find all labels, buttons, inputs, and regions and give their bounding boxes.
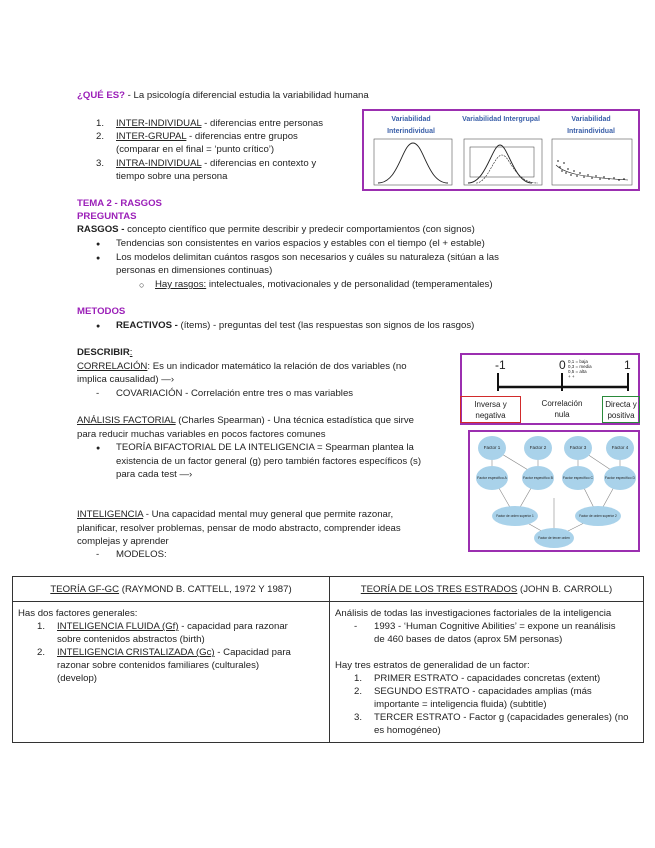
cell-dash: - 1993 - ‘Human Cognitive Abilities’ = expone un reanálisis [354, 621, 616, 632]
item-number: 1. [354, 673, 363, 684]
cell-item-2-cont: importante = inteligencia fluida) (subtitle) [374, 699, 547, 710]
intro-item-2-cont: (comparar en el final = ‘punto crítico’) [116, 144, 275, 155]
factor-node: Factor de orden superior 2 [575, 506, 621, 526]
modelos-line: - MODELOS: [96, 549, 167, 560]
reactivos-text: (ítems) - preguntas del test (las respuestas son signos de los rasgos) [177, 320, 475, 331]
bifactorial-line-2: existencia de un factor general (g) pero también factores específicos (s) [116, 456, 422, 467]
correlation-scale-figure [460, 353, 640, 425]
intro-item-1 [96, 118, 324, 130]
scale-box-negative [460, 396, 521, 423]
scale-note: 0,3 = media [568, 364, 592, 369]
describir-title [77, 347, 132, 359]
factor-node: Factor específico A [476, 466, 508, 490]
item-term: INTELIGENCIA CRISTALIZADA (Gc) [57, 647, 215, 658]
sub-text: intelectuales, motivacionales y de personalidad (temperamentales) [206, 279, 493, 290]
analisis-factorial-term: ANÁLISIS FACTORIAL [77, 415, 176, 426]
box-line: Inversa y [474, 400, 507, 409]
variability-plots [364, 111, 638, 189]
intro-label: ¿QUÉ ES? [77, 90, 125, 101]
metodos-title: METODOS [77, 306, 126, 317]
box-line: negativa [475, 411, 506, 420]
variability-figure [362, 109, 640, 191]
cell-intro-2: Hay tres estratos de generalidad de un factor: [335, 660, 530, 671]
item-rest: - capacidad para razonar [178, 621, 288, 632]
reactivos-label: REACTIVOS - [116, 320, 178, 331]
covariacion-text: COVARIACIÓN - Correlación entre tres o mas variables [116, 388, 354, 399]
rasgos-bullet-1: ● Tendencias son consistentes en varios espacios y estables con el tiempo (el + estable) [116, 238, 485, 250]
item-desc: - diferencias entre grupos [186, 131, 298, 142]
header-rest: (RAYMOND B. CATTELL, 1972 Y 1987) [119, 583, 292, 595]
factor-node: Factor 4 [606, 436, 634, 460]
factor-node: Factor 1 [478, 436, 506, 460]
item-number: 3. [354, 712, 363, 723]
inteligencia-line [77, 509, 393, 521]
factor-node: Factor de tercer orden [534, 528, 574, 548]
scale-note: 0,1 = baja [568, 359, 588, 364]
rasgos-line [77, 224, 475, 236]
cell-item-1-cont: sobre contenidos abstractos (birth) [57, 634, 205, 645]
panel-title-1: Variabilidad Interindividual [387, 116, 435, 135]
table-header-left [13, 577, 330, 602]
factor-diagram [468, 430, 640, 552]
item-text: PRIMER ESTRATO - capacidades concretas (extent) [374, 673, 601, 684]
panel-title-2: Variabilidad Intergrupal [462, 116, 540, 123]
table-cell-left [13, 602, 330, 743]
correlacion-cont: implica causalidad) —› [77, 374, 175, 385]
scale-minus-one: -1 [495, 358, 506, 372]
item-number: 1. [96, 118, 105, 129]
rasgos-bullet-2: ● Los modelos delimitan cuántos rasgos son necesarios y cuáles su naturaleza (sitúan a las [116, 252, 499, 264]
item-term: INTRA-INDIVIDUAL [116, 158, 202, 169]
cell-item-2-cont2: (develop) [57, 673, 97, 684]
cell-intro: Análisis de todas las investigaciones factoriales de la inteligencia [335, 608, 612, 619]
inteligencia-text: - Una capacidad mental muy general que permite razonar, [143, 509, 394, 520]
item-rest: - Capacidad para [214, 647, 291, 658]
bifactorial-line-1: ● TEORÍA BIFACTORIAL DE LA INTELIGENCIA = Spearman plantea la [116, 442, 414, 454]
intro-line [77, 90, 369, 102]
item-term: INTELIGENCIA FLUIDA (Gf) [57, 621, 179, 632]
item-number: 2. [96, 131, 105, 142]
box-line: Directa y [605, 400, 637, 409]
inteligencia-cont-1: planificar, resolver problemas, pensar de modo abstracto, comprender ideas [77, 523, 401, 534]
item-number: 2. [354, 686, 363, 697]
scale-box-positive [602, 396, 640, 423]
box-line: nula [554, 410, 570, 419]
header-term: TEORÍA GF-GC [50, 583, 120, 595]
factor-node: Factor específico C [562, 466, 594, 490]
analisis-factorial-cont: para reducir muchas variables en pocos factores comunes [77, 429, 326, 440]
header-term: TEORÍA DE LOS TRES ESTRADOS [360, 583, 518, 595]
factor-node: Factor 3 [564, 436, 592, 460]
header-rest: (JOHN B. CARROLL) [517, 583, 613, 595]
item-number: 2. [37, 647, 46, 658]
factor-node: Factor específico B [522, 466, 554, 490]
rasgos-sub-bullet [155, 279, 493, 291]
bifactorial-line-3: para cada test —› [116, 469, 193, 480]
intro-item-3 [96, 158, 317, 170]
item-term: INTER-INDIVIDUAL [116, 118, 202, 129]
factor-node: Factor de orden superior 1 [492, 506, 538, 526]
cell-dash-cont: de 460 bases de datos (aprox 5M personas) [374, 634, 563, 645]
covariacion-line: - COVARIACIÓN - Correlación entre tres o mas variables [96, 388, 354, 399]
tema2-subtitle: PREGUNTAS [77, 211, 137, 222]
table-cell-right [330, 602, 644, 743]
correlacion-text: : Es un indicador matemático la relación de dos variables (no [147, 361, 407, 372]
reactivos-line [116, 320, 474, 332]
analisis-factorial-text: (Charles Spearman) - Una técnica estadística que sirve [175, 415, 414, 426]
scale-note: 0,5 = alta [568, 369, 587, 374]
inteligencia-cont-2: complejas y aprender [77, 536, 169, 547]
tema2-title: TEMA 2 - RASGOS [77, 198, 162, 209]
scale-zero: 0 [559, 358, 566, 372]
box-line: Correlación [541, 399, 583, 408]
describir-colon: : [129, 347, 133, 358]
item-number: 1. [37, 621, 46, 632]
scale-one: 1 [624, 358, 631, 372]
table-header-right [330, 577, 644, 602]
analisis-factorial-line [77, 415, 414, 427]
modelos-text: MODELOS: [116, 549, 167, 560]
cell-intro: Has dos factores generales: [18, 608, 138, 619]
theories-table [12, 576, 644, 743]
intro-item-3-cont: tiempo sobre una persona [116, 171, 228, 182]
item-desc: - diferencias en contexto y [201, 158, 317, 169]
item-number: 3. [96, 158, 105, 169]
dash-text: 1993 - ‘Human Cognitive Abilities’ = expone un reanálisis [374, 621, 616, 632]
cell-item-2-cont: razonar sobre contenidos familiares (culturales) [57, 660, 260, 671]
item-term: INTER-GRUPAL [116, 131, 187, 142]
scale-note: + + [568, 374, 575, 379]
cell-item-3-cont: es homogéneo) [374, 725, 441, 736]
inteligencia-term: INTELIGENCIA [77, 509, 144, 520]
scale-box-null [524, 396, 600, 423]
intro-text: - La psicología diferencial estudia la variabilidad humana [124, 90, 369, 101]
correlacion-line [77, 361, 407, 373]
item-desc: - diferencias entre personas [201, 118, 324, 129]
box-line: positiva [607, 411, 635, 420]
factor-node: Factor 2 [524, 436, 552, 460]
item-text: TERCER ESTRATO - Factor g (capacidades generales) (no [374, 712, 629, 723]
factor-node: Factor específico D [604, 466, 636, 490]
rasgos-bullet-2-cont: personas en dimensiones continuas) [116, 265, 273, 276]
correlacion-term: CORRELACIÓN [77, 361, 148, 372]
rasgos-label: RASGOS - [77, 224, 125, 235]
item-text: SEGUNDO ESTRATO - capacidades amplias (más [374, 686, 592, 697]
intro-item-2 [96, 131, 298, 143]
describir-label: DESCRIBIR [77, 347, 130, 358]
sub-term: Hay rasgos: [155, 279, 207, 290]
rasgos-text: concepto científico que permite describir y predecir comportamientos (con signos) [124, 224, 475, 235]
panel-title-3: Variabilidad Intraindividual [567, 116, 615, 135]
